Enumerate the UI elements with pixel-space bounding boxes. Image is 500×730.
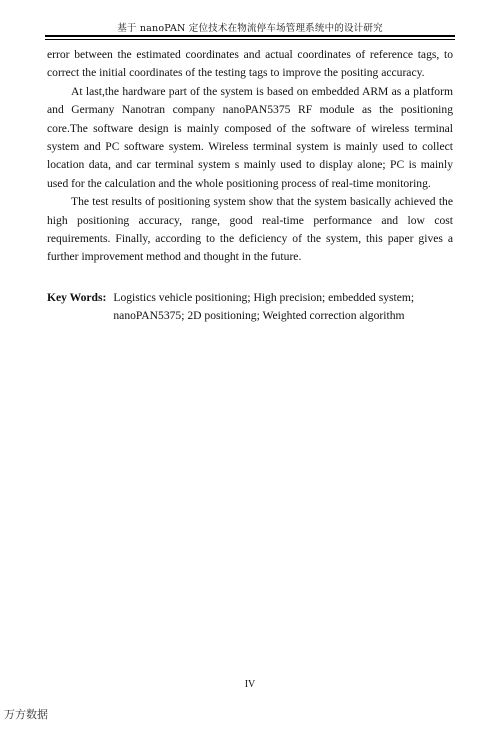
header-rule-thin xyxy=(45,39,455,40)
paragraph-2: At last,the hardware part of the system is based on embedded ARM as a platform and Germany Nanotran company nanoPAN5375 RF module as the positioning core.The software design is mainly composed of the software of wireless terminal system and PC software system. Wireless terminal system is mainly used to collect location data, and car terminal system s mainly used to display alone; PC is mainly used for the calculation and the whole positioning process of real-time monitoring. xyxy=(47,84,453,190)
page-number: IV xyxy=(244,679,256,690)
keywords-text: Logistics vehicle positioning; High precision; embedded system; nanoPAN5375; 2D positioning; Weighted correction algorithm xyxy=(113,290,415,323)
paragraph-1: error between the estimated coordinates and actual coordinates of reference tags, to correct the initial coordinates of the testing tags to improve the positing accuracy. xyxy=(47,48,453,80)
running-header: 基于 nanoPAN 定位技术在物流停车场管理系统中的设计研究 xyxy=(117,23,383,34)
keywords-line xyxy=(47,289,453,326)
abstract-body xyxy=(47,46,453,326)
header-rule-thick xyxy=(45,35,455,37)
watermark-text: 万方数据 xyxy=(4,708,48,721)
keywords-label: Key Words: xyxy=(47,290,107,304)
paragraph-3: The test results of positioning system show that the system basically achieved the high positioning accuracy, range, good real-time performance and low cost requirements. Finally, according to the deficiency of the system, this paper gives a further improvement method and thought in the future. xyxy=(47,195,453,264)
